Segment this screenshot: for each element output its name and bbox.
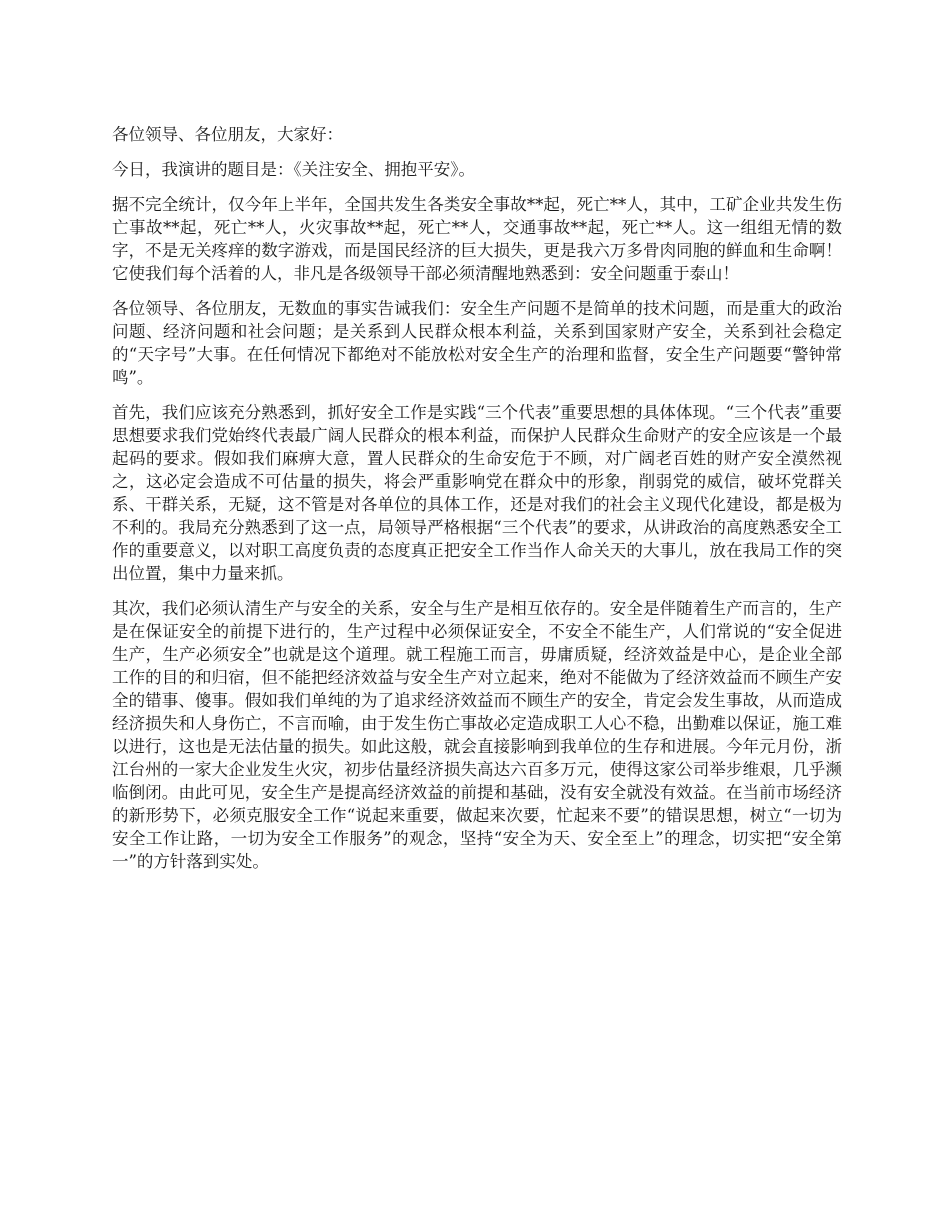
lessons-paragraph: 各位领导、各位朋友，无数血的事实告诫我们：安全生产问题不是简单的技术问题，而是重大的政治问题、经济问题和社会问题；是关系到人民群众根本利益，关系到国家财产安全，关系到社会稳定的“天字号”大事。在任何情况下都绝对不能放松对安全生产的治理和监督，安全生产问题要“警钟常鸣”。	[112, 299, 842, 387]
greeting-paragraph: 各位领导、各位朋友，大家好：	[112, 125, 343, 144]
second-point-paragraph: 其次，我们必须认清生产与安全的关系，安全与生产是相互依存的。安全是伴随着生产而言的，生产是在保证安全的前提下进行的，生产过程中必须保证安全，不安全不能生产，人们常说的“安全促进生产，生产必须安全”也就是这个道理。就工程施工而言，毋庸质疑，经济效益是中心，是企业全部工作的目的和归宿，但不能把经济效益与安全生产对立起来，绝对不能做为了经济效益而不顾生产安全的错事、傻事。假如我们单纯的为了追求经济效益而不顾生产的安全，肯定会发生事故，从而造成经济损失和人身伤亡，不言而喻，由于发生伤亡事故必定造成职工人心不稳，出勤难以保证，施工难以进行，这也是无法估量的损失。如此这般，就会直接影响到我单位的生存和进展。今年元月份，浙江台州的一家大企业发生火灾，初步估量经济损失高达六百多万元，使得这家公司举步维艰，几乎濒临倒闭。由此可见，安全生产是提高经济效益的前提和基础，没有安全就没有效益。在当前市场经济的新形势下，必须克服安全工作“说起来重要，做起来次要，忙起来不要”的错误思想，树立“一切为安全工作让路，一切为安全工作服务”的观念，坚持“安全为天、安全至上”的理念，切实把“安全第一”的方针落到实处。	[112, 599, 842, 871]
first-point-paragraph: 首先，我们应该充分熟悉到，抓好安全工作是实践“三个代表”重要思想的具体体现。“三个代表”重要思想要求我们党始终代表最广阔人民群众的根本利益，而保护人民群众生命财产的安全应该是一个最起码的要求。假如我们麻痹大意，置人民群众的生命安危于不顾，对广阔老百姓的财产安全漠然视之，这必定会造成不可估量的损失，将会严重影响党在群众中的形象，削弱党的威信，破坏党群关系、干群关系，无疑，这不管是对各单位的具体工作，还是对我们的社会主义现代化建设，都是极为不利的。我局充分熟悉到了这一点，局领导严格根据“三个代表”的要求，从讲政治的高度熟悉安全工作的重要意义，以对职工高度负责的态度真正把安全工作当作人命关天的大事儿，放在我局工作的突出位置，集中力量来抓。	[112, 403, 842, 583]
title-intro-paragraph: 今日，我演讲的题目是：《关注安全、拥抱平安》。	[112, 160, 475, 179]
statistics-paragraph: 据不完全统计，仅今年上半年，全国共发生各类安全事故**起，死亡**人，其中，工矿企业共发生伤亡事故**起，死亡**人，火灾事故**起，死亡**人，交通事故**起，死亡**人。这一组组无情的数字，不是无关疼痒的数字游戏，而是国民经济的巨大损失，更是我六万多骨肉同胞的鲜血和生命啊！它使我们每个活着的人，非凡是各级领导干部必须清醒地熟悉到：安全问题重于泰山！	[112, 195, 842, 283]
document-page	[112, 123, 842, 885]
